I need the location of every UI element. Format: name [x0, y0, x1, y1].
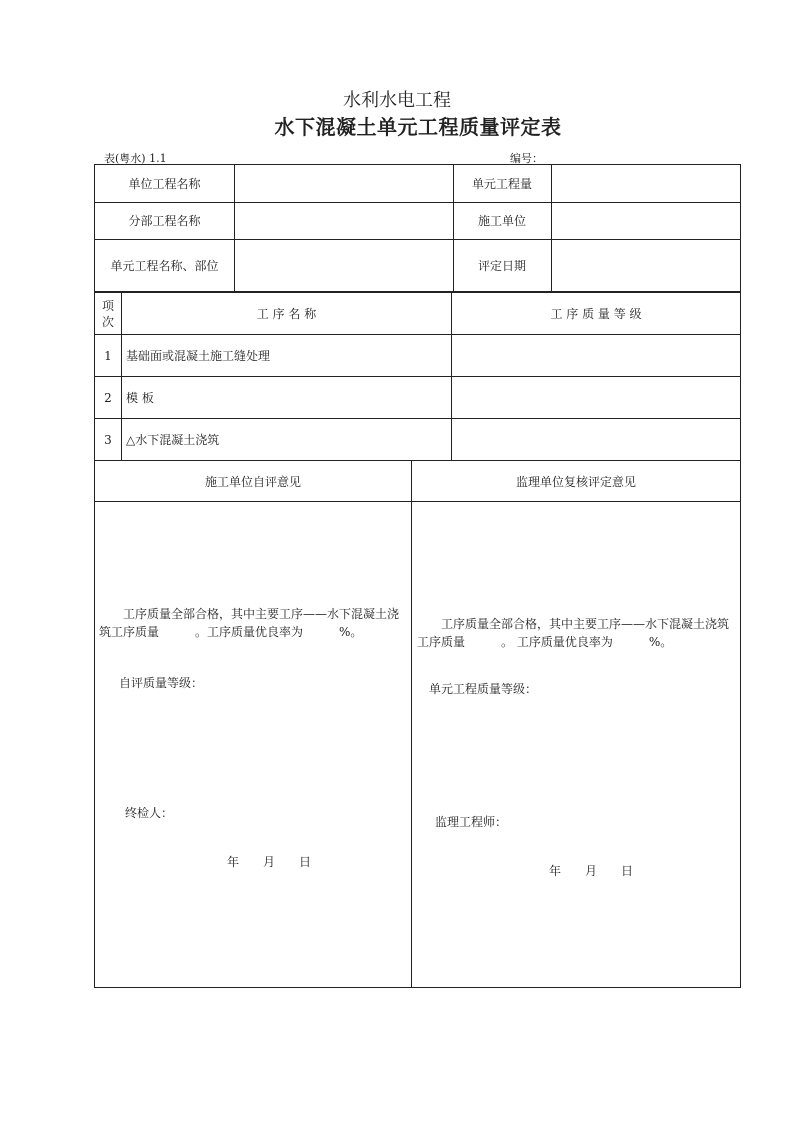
process-row-number: 1 — [104, 348, 112, 363]
supervisor-grade-label: 单元工程质量等级： — [429, 681, 538, 696]
supervising-engineer-label: 监理工程师： — [435, 814, 508, 829]
label-evaluation-date: 评定日期 — [477, 258, 526, 273]
contractor-opinion-text: 工序质量全部合格，其中主要工序——水下混凝土浇筑工序质量 。工序质量优良率为 %。 — [99, 607, 400, 639]
contractor-date: 年 月 日 — [227, 854, 312, 869]
final-inspector-label: 终检人： — [125, 805, 174, 820]
contractor-grade-label: 自评质量等级： — [119, 675, 204, 690]
form-number: 表(粤水) 1.1 — [104, 152, 167, 165]
process-row-number: 3 — [104, 432, 112, 447]
supervisor-date: 年 月 日 — [549, 863, 634, 878]
serial-label: 编号： — [510, 152, 543, 165]
header-process-name: 工 序 名 称 — [256, 307, 317, 321]
header-supervisor-opinion: 监理单位复核评定意见 — [515, 474, 636, 489]
label-construction-unit: 施工单位 — [477, 214, 526, 228]
title-line1: 水利水电工程 — [343, 90, 451, 111]
grid-line — [95, 501, 740, 502]
grid-line — [234, 165, 235, 292]
label-unit-project: 单位工程名称 — [128, 177, 201, 191]
process-row-number: 2 — [104, 390, 112, 405]
grid-line — [411, 460, 412, 988]
process-row-name: 基础面或混凝土施工缝处理 — [126, 349, 271, 363]
evaluation-form — [94, 164, 741, 988]
label-unit-element-quantity: 单元工程量 — [471, 177, 532, 191]
label-element-name-location: 单元工程名称、部位 — [110, 258, 219, 273]
grid-line — [551, 165, 552, 292]
header-item-number: 项 次 — [101, 298, 114, 329]
supervisor-opinion-text: 工序质量全部合格，其中主要工序——水下混凝土浇筑工序质量 。 工序质量优良率为 %。 — [417, 617, 730, 649]
process-row-name: △水下混凝土浇筑 — [126, 433, 220, 447]
header-process-grade: 工 序 质 量 等 级 — [550, 307, 642, 321]
header-contractor-opinion: 施工单位自评意见 — [204, 474, 301, 489]
label-division-project: 分部工程名称 — [128, 214, 201, 228]
title-line2: 水下混凝土单元工程质量评定表 — [274, 115, 562, 139]
process-row-name: 模 板 — [126, 391, 154, 405]
